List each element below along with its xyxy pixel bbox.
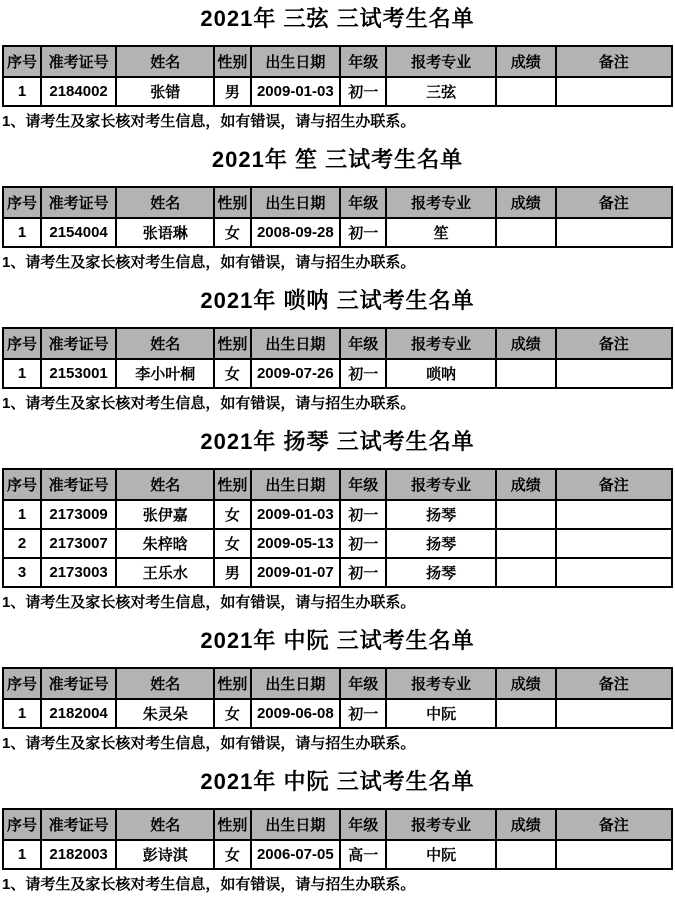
col-header-gender: 性别 — [214, 469, 250, 500]
candidate-list-section — [2, 146, 673, 272]
cell-no: 1 — [3, 77, 41, 106]
cell-major: 唢呐 — [386, 359, 496, 388]
note: 1、请考生及家长核对考生信息，如有错误，请与招生办联系。 — [2, 594, 416, 611]
col-header-major: 报考专业 — [386, 469, 496, 500]
cell-remarks — [556, 218, 672, 247]
cell-major: 扬琴 — [386, 529, 496, 558]
col-header-exam-id: 准考证号 — [41, 328, 116, 359]
cell-grade: 初一 — [340, 529, 386, 558]
cell-name: 张错 — [116, 77, 214, 106]
note: 1、请考生及家长核对考生信息，如有错误，请与招生办联系。 — [2, 735, 416, 752]
cell-no: 1 — [3, 500, 41, 529]
col-header-grade: 年级 — [340, 187, 386, 218]
cell-no: 1 — [3, 359, 41, 388]
col-header-no: 序号 — [3, 328, 41, 359]
table-body — [3, 218, 672, 247]
col-header-birth-date: 出生日期 — [251, 668, 341, 699]
cell-score — [496, 558, 556, 587]
cell-name: 李小叶桐 — [116, 359, 214, 388]
cell-exam-id: 2182003 — [41, 840, 116, 869]
col-header-name: 姓名 — [116, 46, 214, 77]
col-header-exam-id: 准考证号 — [41, 668, 116, 699]
section-title: 2021年 唢呐 三试考生名单 — [200, 288, 475, 313]
cell-gender: 女 — [214, 699, 250, 728]
cell-major: 笙 — [386, 218, 496, 247]
col-header-gender: 性别 — [214, 668, 250, 699]
header-row — [3, 469, 672, 500]
section-title: 2021年 扬琴 三试考生名单 — [200, 429, 475, 454]
cell-exam-id: 2173003 — [41, 558, 116, 587]
col-header-gender: 性别 — [214, 46, 250, 77]
col-header-no: 序号 — [3, 187, 41, 218]
cell-name: 朱梓晗 — [116, 529, 214, 558]
col-header-score: 成绩 — [496, 469, 556, 500]
cell-remarks — [556, 500, 672, 529]
table-body — [3, 359, 672, 388]
col-header-grade: 年级 — [340, 328, 386, 359]
col-header-birth-date: 出生日期 — [251, 328, 341, 359]
cell-exam-id: 2184002 — [41, 77, 116, 106]
cell-birth-date: 2009-05-13 — [251, 529, 341, 558]
cell-grade: 初一 — [340, 77, 386, 106]
cell-birth-date: 2009-07-26 — [251, 359, 341, 388]
col-header-birth-date: 出生日期 — [251, 809, 341, 840]
cell-no: 2 — [3, 529, 41, 558]
cell-grade: 初一 — [340, 699, 386, 728]
cell-remarks — [556, 558, 672, 587]
col-header-remarks: 备注 — [556, 668, 672, 699]
col-header-name: 姓名 — [116, 668, 214, 699]
cell-exam-id: 2182004 — [41, 699, 116, 728]
col-header-major: 报考专业 — [386, 809, 496, 840]
section-title: 2021年 笙 三试考生名单 — [211, 147, 464, 172]
candidate-table — [2, 468, 673, 588]
cell-gender: 女 — [214, 529, 250, 558]
col-header-score: 成绩 — [496, 809, 556, 840]
cell-major: 中阮 — [386, 699, 496, 728]
header-row — [3, 187, 672, 218]
cell-remarks — [556, 359, 672, 388]
col-header-exam-id: 准考证号 — [41, 469, 116, 500]
table-row — [3, 218, 672, 247]
cell-gender: 女 — [214, 359, 250, 388]
cell-major: 三弦 — [386, 77, 496, 106]
col-header-no: 序号 — [3, 668, 41, 699]
cell-major: 扬琴 — [386, 500, 496, 529]
col-header-major: 报考专业 — [386, 187, 496, 218]
cell-remarks — [556, 840, 672, 869]
table-row — [3, 558, 672, 587]
cell-no: 1 — [3, 699, 41, 728]
candidate-list-section — [2, 627, 673, 753]
col-header-score: 成绩 — [496, 46, 556, 77]
col-header-name: 姓名 — [116, 187, 214, 218]
col-header-gender: 性别 — [214, 809, 250, 840]
cell-birth-date: 2009-06-08 — [251, 699, 341, 728]
header-row — [3, 809, 672, 840]
cell-no: 3 — [3, 558, 41, 587]
cell-birth-date: 2009-01-07 — [251, 558, 341, 587]
cell-name: 朱灵朵 — [116, 699, 214, 728]
col-header-grade: 年级 — [340, 809, 386, 840]
col-header-grade: 年级 — [340, 46, 386, 77]
table-body — [3, 500, 672, 587]
table-row — [3, 529, 672, 558]
cell-gender: 女 — [214, 500, 250, 529]
cell-exam-id: 2173009 — [41, 500, 116, 529]
cell-grade: 初一 — [340, 500, 386, 529]
table-row — [3, 500, 672, 529]
note: 1、请考生及家长核对考生信息，如有错误，请与招生办联系。 — [2, 876, 416, 893]
cell-remarks — [556, 529, 672, 558]
cell-exam-id: 2154004 — [41, 218, 116, 247]
col-header-remarks: 备注 — [556, 46, 672, 77]
table-body — [3, 699, 672, 728]
header-row — [3, 46, 672, 77]
col-header-birth-date: 出生日期 — [251, 46, 341, 77]
candidate-table — [2, 667, 673, 729]
table-body — [3, 840, 672, 869]
section-title: 2021年 中阮 三试考生名单 — [200, 628, 475, 653]
col-header-name: 姓名 — [116, 328, 214, 359]
cell-major: 中阮 — [386, 840, 496, 869]
cell-score — [496, 359, 556, 388]
candidate-table — [2, 808, 673, 870]
col-header-grade: 年级 — [340, 469, 386, 500]
cell-score — [496, 840, 556, 869]
cell-no: 1 — [3, 218, 41, 247]
candidate-list-section — [2, 5, 673, 131]
col-header-remarks: 备注 — [556, 187, 672, 218]
candidate-table — [2, 327, 673, 389]
col-header-major: 报考专业 — [386, 328, 496, 359]
cell-name: 彭诗淇 — [116, 840, 214, 869]
section-title: 2021年 中阮 三试考生名单 — [200, 769, 475, 794]
cell-name: 王乐水 — [116, 558, 214, 587]
table-row — [3, 699, 672, 728]
col-header-score: 成绩 — [496, 328, 556, 359]
col-header-exam-id: 准考证号 — [41, 809, 116, 840]
cell-birth-date: 2006-07-05 — [251, 840, 341, 869]
candidate-list-section — [2, 428, 673, 612]
col-header-exam-id: 准考证号 — [41, 187, 116, 218]
candidate-table — [2, 186, 673, 248]
cell-score — [496, 77, 556, 106]
note: 1、请考生及家长核对考生信息，如有错误，请与招生办联系。 — [2, 395, 416, 412]
cell-gender: 女 — [214, 218, 250, 247]
col-header-exam-id: 准考证号 — [41, 46, 116, 77]
cell-grade: 初一 — [340, 218, 386, 247]
cell-score — [496, 699, 556, 728]
col-header-gender: 性别 — [214, 328, 250, 359]
cell-gender: 男 — [214, 77, 250, 106]
cell-gender: 男 — [214, 558, 250, 587]
col-header-birth-date: 出生日期 — [251, 187, 341, 218]
cell-birth-date: 2009-01-03 — [251, 500, 341, 529]
cell-name: 张语琳 — [116, 218, 214, 247]
col-header-no: 序号 — [3, 46, 41, 77]
cell-score — [496, 218, 556, 247]
cell-gender: 女 — [214, 840, 250, 869]
col-header-name: 姓名 — [116, 809, 214, 840]
col-header-gender: 性别 — [214, 187, 250, 218]
col-header-remarks: 备注 — [556, 469, 672, 500]
cell-name: 张伊嘉 — [116, 500, 214, 529]
col-header-remarks: 备注 — [556, 809, 672, 840]
candidate-list-section — [2, 768, 673, 894]
document — [0, 5, 675, 894]
header-row — [3, 668, 672, 699]
cell-grade: 初一 — [340, 558, 386, 587]
table-body — [3, 77, 672, 106]
cell-grade: 高一 — [340, 840, 386, 869]
cell-exam-id: 2173007 — [41, 529, 116, 558]
table-row — [3, 77, 672, 106]
col-header-no: 序号 — [3, 469, 41, 500]
col-header-major: 报考专业 — [386, 46, 496, 77]
col-header-remarks: 备注 — [556, 328, 672, 359]
note: 1、请考生及家长核对考生信息，如有错误，请与招生办联系。 — [2, 254, 416, 271]
cell-score — [496, 529, 556, 558]
col-header-name: 姓名 — [116, 469, 214, 500]
col-header-score: 成绩 — [496, 187, 556, 218]
table-row — [3, 840, 672, 869]
cell-exam-id: 2153001 — [41, 359, 116, 388]
note: 1、请考生及家长核对考生信息，如有错误，请与招生办联系。 — [2, 113, 416, 130]
section-title: 2021年 三弦 三试考生名单 — [200, 6, 475, 31]
cell-no: 1 — [3, 840, 41, 869]
header-row — [3, 328, 672, 359]
cell-major: 扬琴 — [386, 558, 496, 587]
cell-score — [496, 500, 556, 529]
cell-grade: 初一 — [340, 359, 386, 388]
cell-birth-date: 2008-09-28 — [251, 218, 341, 247]
col-header-birth-date: 出生日期 — [251, 469, 341, 500]
col-header-score: 成绩 — [496, 668, 556, 699]
table-row — [3, 359, 672, 388]
candidate-table — [2, 45, 673, 107]
col-header-major: 报考专业 — [386, 668, 496, 699]
col-header-grade: 年级 — [340, 668, 386, 699]
cell-remarks — [556, 77, 672, 106]
candidate-list-section — [2, 287, 673, 413]
cell-remarks — [556, 699, 672, 728]
cell-birth-date: 2009-01-03 — [251, 77, 341, 106]
col-header-no: 序号 — [3, 809, 41, 840]
